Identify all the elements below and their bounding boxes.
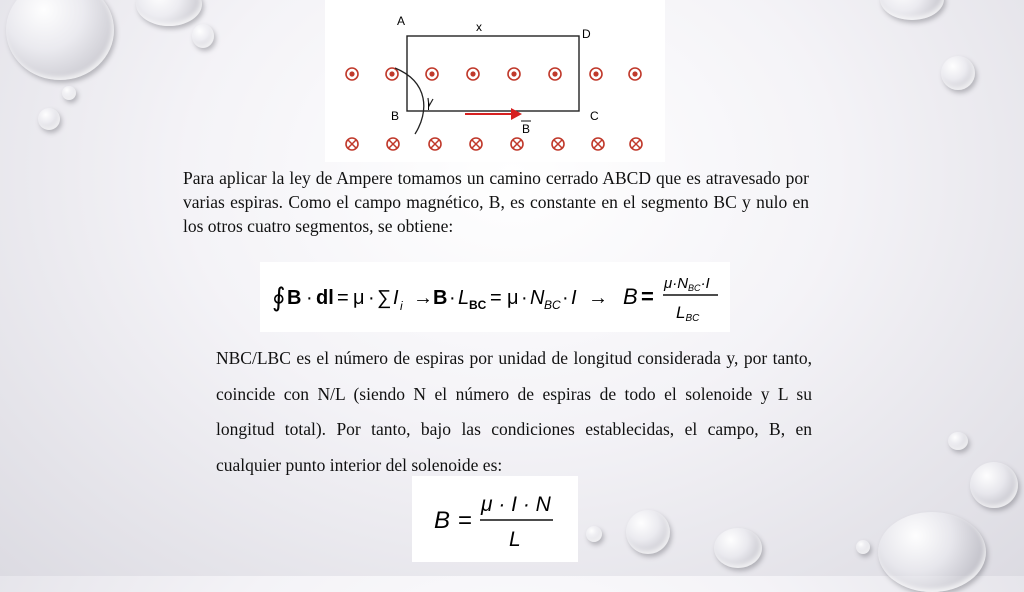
oint-symbol: ∮ (272, 282, 286, 312)
label-b: B (391, 109, 400, 123)
explanation-paragraph-1: Para aplicar la ley de Ampere tomamos un camino cerrado ABCD que es atravesado por varias espiras. Como el campo magnético, B, es constante en el segmento BC y nulo en los otros cuatro segmentos, se obtiene: (183, 168, 809, 236)
water-drop (192, 24, 214, 48)
current-loop-arc (395, 68, 424, 134)
equals-sign: = (458, 507, 473, 534)
label-b-field: B (522, 122, 531, 136)
equals-sign: = (337, 287, 349, 309)
water-drop (6, 0, 114, 80)
current-out-symbol (508, 68, 520, 80)
sum-symbol: ∑ (377, 287, 392, 309)
label-x: x (476, 20, 482, 34)
current-in-symbol (346, 138, 358, 150)
current-in-symbol (511, 138, 523, 150)
b-symbol: B (287, 287, 302, 309)
solenoid-diagram-svg (325, 0, 665, 162)
dot-operator: · (368, 287, 375, 309)
current-in-symbol (429, 138, 441, 150)
water-drop (136, 0, 202, 26)
solenoid-diagram (325, 0, 665, 162)
current-out-symbol (467, 68, 479, 80)
bc-subscript-2: BC (544, 298, 561, 312)
water-drop (38, 108, 60, 130)
water-drop (62, 86, 76, 100)
water-drop (626, 510, 670, 554)
fraction-denominator: L (509, 528, 521, 551)
current-in-symbol (470, 138, 482, 150)
current-subscript: i (400, 299, 403, 313)
dot-operator: · (306, 287, 313, 309)
current-out-symbol (549, 68, 561, 80)
equals-sign-3: = (641, 284, 654, 309)
current-out-symbol (590, 68, 602, 80)
water-drop (856, 540, 870, 554)
dot-operator: · (521, 287, 528, 309)
ampere-law-formula (260, 262, 730, 332)
water-drop (948, 432, 968, 450)
current-out-symbol (386, 68, 398, 80)
water-drop (941, 56, 975, 90)
b-result-symbol: B (623, 284, 638, 309)
dl-symbol: dl (316, 287, 334, 309)
water-drop (878, 512, 986, 592)
label-c: C (590, 109, 599, 123)
explanation-paragraph-2: NBC/LBC es el número de espiras por unidad de longitud considerada y, por tanto, coincide con N/L (siendo N el número de espiras de todo el solenoide y L su longitud total). Por tanto, bajo las condiciones establecidas, el campo, B, en cualquier punto interior del solenoide es: (216, 348, 812, 475)
n-symbol: N (530, 287, 545, 309)
b-lhs: B (434, 507, 451, 534)
mu-symbol: μ (353, 287, 365, 309)
dot-operator: · (449, 287, 456, 309)
solenoid-field-formula-svg (412, 476, 578, 562)
current-in-symbol (630, 138, 642, 150)
arrow-1: → (413, 287, 433, 309)
fraction-numerator: μ · I · N (481, 493, 551, 516)
bc-subscript: BC (469, 298, 487, 312)
fraction-numerator: $\mu\cdot N_{BC}\cdot I$ (664, 275, 710, 293)
label-a: A (397, 14, 406, 28)
current-out-symbol (346, 68, 358, 80)
current-in-symbol (552, 138, 564, 150)
mu-symbol-2: μ (507, 287, 519, 309)
current-in-symbol (592, 138, 604, 150)
water-drop (880, 0, 944, 20)
current-symbol: I (393, 287, 399, 309)
label-d: D (582, 27, 591, 41)
equals-sign-2: = (490, 287, 502, 309)
b-field-arrowhead (511, 108, 522, 120)
current-in-symbol (387, 138, 399, 150)
dot-operator: · (562, 287, 569, 309)
ampere-law-formula-svg (260, 262, 730, 332)
arrow-2: → (588, 287, 608, 309)
label-i: I (427, 101, 431, 113)
current-out-symbol (629, 68, 641, 80)
water-drop (714, 528, 762, 568)
b-symbol-2: B (433, 287, 448, 309)
current-symbol-2: I (571, 287, 577, 309)
length-symbol: L (458, 287, 470, 309)
water-drop (586, 526, 602, 542)
current-out-symbol (426, 68, 438, 80)
solenoid-field-formula (412, 476, 578, 562)
water-drop (970, 462, 1018, 508)
fraction-denominator: LBC (676, 303, 700, 324)
